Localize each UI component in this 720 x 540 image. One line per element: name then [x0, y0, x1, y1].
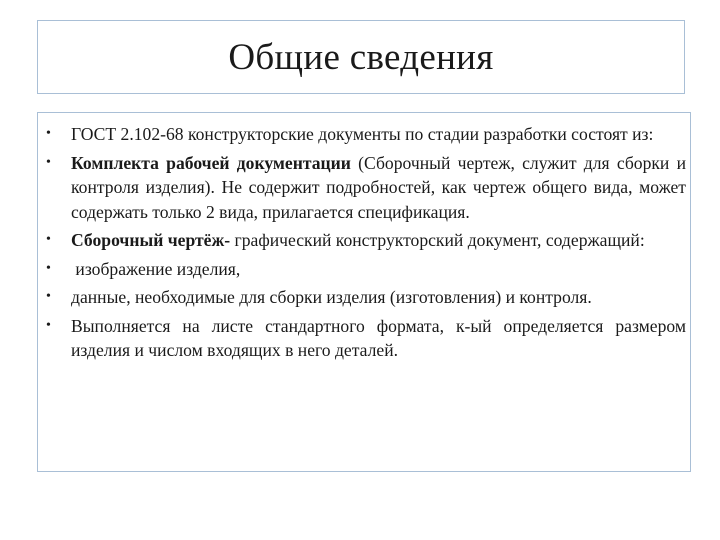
item-text: Выполняется на листе стандартного формата, к-ый определяется размером изделия и числом входящих в него деталей.	[71, 315, 686, 360]
bullet-icon: •	[46, 317, 51, 333]
item-text: графический конструкторский документ, содержащий:	[230, 230, 645, 250]
item-text: (Сборочный чертеж, служит для сборки и контроля изделия). Не содержит подробностей, как чертеж общего вида, может содержать только 2 вида, прилагается спецификация.	[71, 152, 687, 222]
item-bold-term: Сборочный чертёж-	[71, 230, 231, 250]
item-text: изображение изделия,	[71, 258, 241, 279]
slide-title: Общие сведения	[228, 36, 494, 78]
item-bold-term: Комплекта рабочей документации	[71, 152, 351, 173]
bullet-list	[46, 122, 686, 363]
bullet-icon: •	[46, 289, 51, 304]
title-box	[37, 20, 685, 94]
bullet-icon: •	[46, 260, 51, 276]
list-item	[46, 257, 686, 282]
list-item	[46, 314, 686, 363]
bullet-icon: •	[46, 232, 51, 247]
item-text: данные, необходимые для сборки изделия (изготовления) и контроля.	[71, 287, 592, 307]
list-item	[46, 122, 686, 147]
list-item	[46, 228, 686, 253]
item-text: ГОСТ 2.102-68 конструкторские документы по стадии разработки состоят из:	[71, 124, 654, 144]
bullet-icon: •	[46, 154, 51, 170]
list-item	[46, 285, 686, 310]
content-box	[37, 112, 691, 472]
bullet-icon: •	[46, 126, 51, 141]
list-item	[46, 151, 686, 225]
